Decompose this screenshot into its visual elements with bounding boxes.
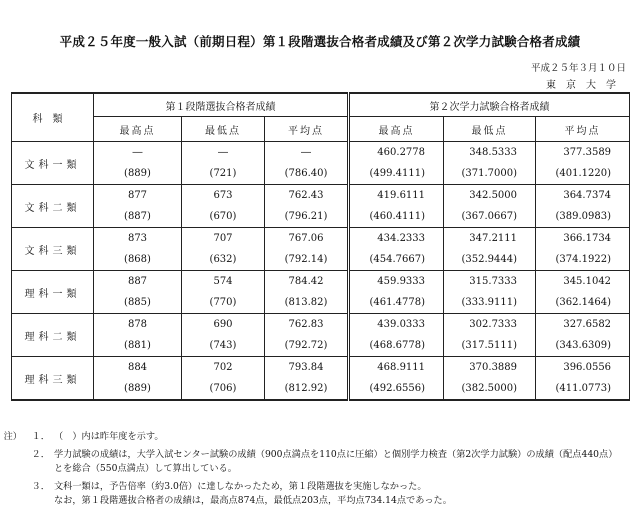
table-row-previous — [12, 205, 630, 228]
s2-min-prev: (317.5111) — [444, 334, 536, 357]
s2-min: 347.2111 — [444, 228, 536, 249]
table-row-previous — [12, 377, 630, 400]
s2-avg: 364.7374 — [536, 185, 630, 206]
category-label: 文科三類 — [12, 228, 94, 271]
s1-max: 887 — [94, 271, 182, 292]
s1-max: ― — [94, 142, 182, 163]
s2-min-prev: (371.7000) — [444, 162, 536, 185]
s1-avg: 784.42 — [265, 271, 349, 292]
s1-avg: 767.06 — [265, 228, 349, 249]
s1-max: 884 — [94, 357, 182, 378]
s2-min-prev: (352.9444) — [444, 248, 536, 271]
note-number: ３． — [31, 481, 50, 492]
page-title: 平成２５年度一般入試（前期日程）第１段階選抜合格者成績及び第２次学力試験合格者成績 — [59, 34, 581, 49]
table-row — [12, 357, 630, 378]
table-row — [12, 142, 630, 163]
s1-min: ― — [182, 142, 265, 163]
s2-min-header: 最低点 — [444, 117, 536, 142]
s1-avg-prev: (786.40) — [265, 162, 349, 185]
s1-avg: 762.83 — [265, 314, 349, 335]
s1-max-prev: (889) — [94, 162, 182, 185]
s1-max: 873 — [94, 228, 182, 249]
s2-min-prev: (382.5000) — [444, 377, 536, 400]
category-label: 文科二類 — [12, 185, 94, 228]
s2-min: 315.7333 — [444, 271, 536, 292]
note-text: 学力試験の成績は，大学入試センター試験の成績（900点満点を110点に圧縮）と個別学力検査（第2次学力試験）の成績（配点440点） — [54, 449, 618, 460]
s2-min: 348.5333 — [444, 142, 536, 163]
s1-min-prev: (706) — [182, 377, 265, 400]
s1-avg-prev: (792.14) — [265, 248, 349, 271]
table-row-previous — [12, 248, 630, 271]
s2-avg-prev: (401.1220) — [536, 162, 630, 185]
note-3-cont — [0, 494, 617, 508]
s2-min-prev: (367.0667) — [444, 205, 536, 228]
s1-max-header: 最高点 — [94, 117, 182, 142]
s1-avg: 793.84 — [265, 357, 349, 378]
s1-min: 707 — [182, 228, 265, 249]
group1-header: 第１段階選抜合格者成績 — [94, 93, 349, 117]
s2-avg: 345.1042 — [536, 271, 630, 292]
s1-min-prev: (632) — [182, 248, 265, 271]
s2-max-prev: (454.7667) — [349, 248, 444, 271]
s1-avg-prev: (792.72) — [265, 334, 349, 357]
s1-max-prev: (887) — [94, 205, 182, 228]
table-row-previous — [12, 334, 630, 357]
s1-max: 878 — [94, 314, 182, 335]
s1-max-prev: (885) — [94, 291, 182, 314]
s2-max: 439.0333 — [349, 314, 444, 335]
s1-avg-prev: (813.82) — [265, 291, 349, 314]
category-label: 理科一類 — [12, 271, 94, 314]
s2-max-prev: (468.6778) — [349, 334, 444, 357]
s2-min: 342.5000 — [444, 185, 536, 206]
s2-min: 302.7333 — [444, 314, 536, 335]
s2-max-prev: (499.4111) — [349, 162, 444, 185]
note-text: なお，第１段階選抜合格者の成績は，最高点874点，最低点203点，平均点734.14点であった。 — [54, 495, 452, 506]
s1-min-prev: (743) — [182, 334, 265, 357]
s1-min-prev: (770) — [182, 291, 265, 314]
note-3 — [0, 480, 617, 494]
table-row-previous — [12, 291, 630, 314]
s1-avg: ― — [265, 142, 349, 163]
s2-avg: 327.6582 — [536, 314, 630, 335]
s1-min: 702 — [182, 357, 265, 378]
note-number: １． — [31, 431, 50, 442]
header-row-1 — [12, 93, 630, 117]
table-row — [12, 314, 630, 335]
note-2 — [0, 448, 617, 462]
table-row — [12, 228, 630, 249]
date-line: 平成２５年３月１０日 — [530, 63, 626, 74]
university-name: 東京大学 — [546, 80, 626, 91]
group2-header: 第２次学力試験合格者成績 — [349, 93, 630, 117]
category-label: 文科一類 — [12, 142, 94, 185]
results-table — [11, 92, 630, 401]
s2-max-prev: (460.4111) — [349, 205, 444, 228]
s1-max: 877 — [94, 185, 182, 206]
s1-max-prev: (868) — [94, 248, 182, 271]
s1-min-prev: (721) — [182, 162, 265, 185]
s1-max-prev: (881) — [94, 334, 182, 357]
note-mark: 注） — [3, 431, 22, 442]
s2-avg-prev: (362.1464) — [536, 291, 630, 314]
table-row — [12, 185, 630, 206]
s2-avg-prev: (389.0983) — [536, 205, 630, 228]
note-text: とを総合（550点満点）して算出している。 — [54, 463, 237, 474]
category-label: 理科三類 — [12, 357, 94, 401]
note-2-cont — [0, 462, 617, 476]
s2-max: 460.2778 — [349, 142, 444, 163]
s2-avg: 377.3589 — [536, 142, 630, 163]
note-1 — [0, 430, 617, 444]
table-row-previous — [12, 162, 630, 185]
s2-max: 419.6111 — [349, 185, 444, 206]
s1-min-prev: (670) — [182, 205, 265, 228]
table-row — [12, 271, 630, 292]
header-row-2 — [12, 117, 630, 142]
note-number: ２． — [31, 449, 50, 460]
note-text: （ ）内は昨年度を示す。 — [54, 431, 164, 442]
s2-avg-prev: (374.1922) — [536, 248, 630, 271]
kamoku-header: 科類 — [12, 93, 94, 142]
category-label: 理科二類 — [12, 314, 94, 357]
s1-max-prev: (889) — [94, 377, 182, 400]
s1-min: 574 — [182, 271, 265, 292]
s2-min: 370.3889 — [444, 357, 536, 378]
s2-min-prev: (333.9111) — [444, 291, 536, 314]
s2-avg-header: 平均点 — [536, 117, 630, 142]
s1-avg-header: 平均点 — [265, 117, 349, 142]
s2-max: 459.9333 — [349, 271, 444, 292]
s2-avg: 366.1734 — [536, 228, 630, 249]
s2-max-prev: (461.4778) — [349, 291, 444, 314]
s1-min: 673 — [182, 185, 265, 206]
s2-max-prev: (492.6556) — [349, 377, 444, 400]
s2-max-header: 最高点 — [349, 117, 444, 142]
s1-avg-prev: (812.92) — [265, 377, 349, 400]
s1-min-header: 最低点 — [182, 117, 265, 142]
s2-max: 468.9111 — [349, 357, 444, 378]
s1-min: 690 — [182, 314, 265, 335]
s1-avg-prev: (796.21) — [265, 205, 349, 228]
s2-avg: 396.0556 — [536, 357, 630, 378]
s2-avg-prev: (343.6309) — [536, 334, 630, 357]
note-text: 文科一類は，予告倍率（約3.0倍）に達しなかったため，第１段階選抜を実施しなかった。 — [54, 481, 427, 492]
notes-section — [0, 430, 617, 508]
s2-avg-prev: (411.0773) — [536, 377, 630, 400]
s1-avg: 762.43 — [265, 185, 349, 206]
s2-max: 434.2333 — [349, 228, 444, 249]
